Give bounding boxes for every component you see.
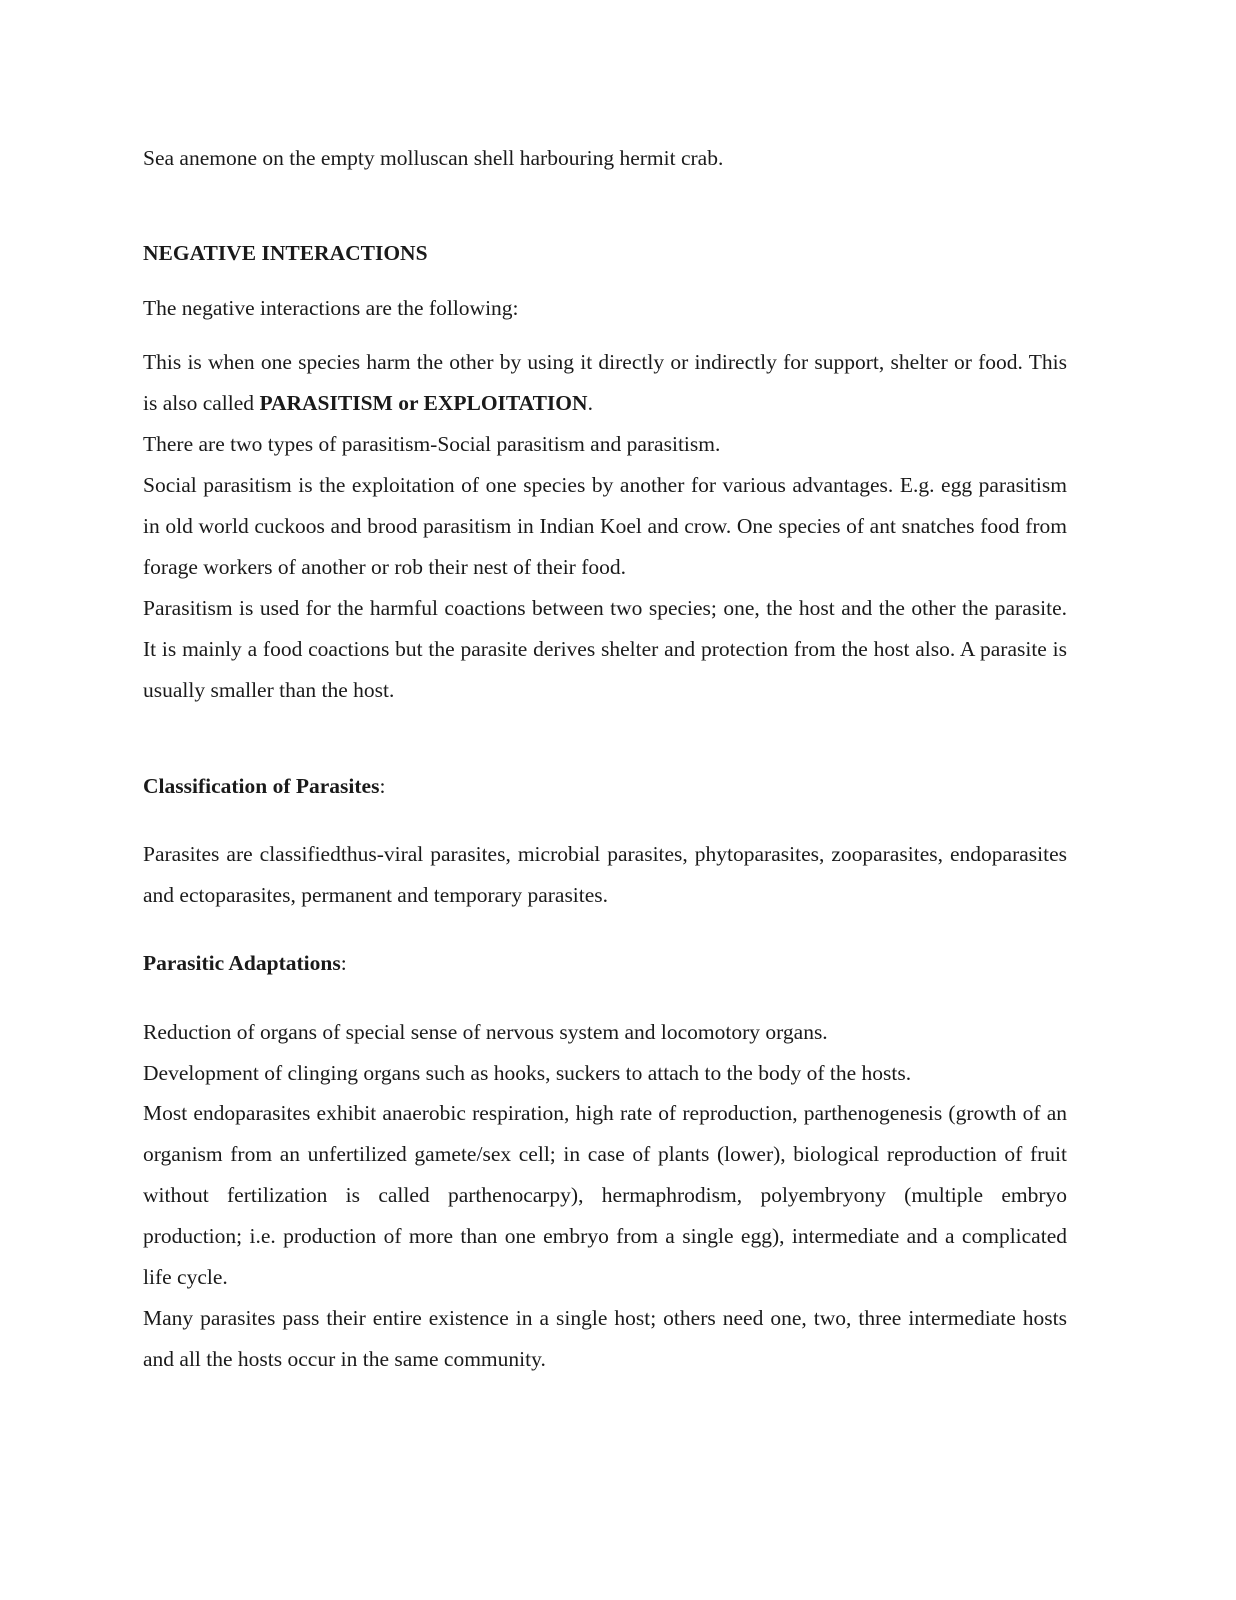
parasitism-definition-paragraph [143,342,1067,424]
classification-heading-line [143,772,385,800]
adaptation-endoparasites-paragraph: Most endoparasites exhibit anaerobic respiration, high rate of reproduction, parthenogenesis (growth of an organism from an unfertilized gamete/sex cell; in case of plants (lower), biological reproduction of fruit without fertilization is called parthenocarpy), hermaphrodism, polyembryony (multiple embryo production; i.e. production of more than one embryo from a single egg), intermediate and a complicated life cycle. [143,1101,1067,1289]
parasitism-types-text: There are two types of parasitism-Social parasitism and parasitism. [143,432,721,456]
sea-anemone-text: Sea anemone on the empty molluscan shell harbouring hermit crab. [143,146,724,170]
classification-paragraph: Parasites are classifiedthus-viral parasites, microbial parasites, phytoparasites, zooparasites, endoparasites and ectoparasites, permanent and temporary parasites. [143,842,1067,907]
adaptation-reduction-text: Reduction of organs of special sense of nervous system and locomotory organs. [143,1020,828,1044]
adaptations-colon: : [340,951,347,975]
parasitism-definition-text: This is when one species harm the other by using it directly or indirectly for support, shelter or food. This is also called [143,350,1067,415]
adaptation-clinging-text: Development of clinging organs such as hooks, suckers to attach to the body of the hosts. [143,1061,912,1085]
parasitism-exploitation-term: PARASITISM or EXPLOITATION [259,391,588,415]
social-parasitism-paragraph: Social parasitism is the exploitation of one species by another for various advantages. E.g. egg parasitism in old world cuckoos and brood parasitism in Indian Koel and crow. One species of ant snatches food from forage workers of another or rob their nest of their food. [143,473,1067,579]
classification-heading: Classification of Parasites [143,774,380,798]
adaptation-hosts-paragraph: Many parasites pass their entire existence in a single host; others need one, two, three intermediate hosts and all the hosts occur in the same community. [143,1306,1067,1371]
adaptations-heading-line [143,949,347,977]
classification-colon: : [379,774,386,798]
adaptations-heading: Parasitic Adaptations [143,951,341,975]
parasitism-paragraph: Parasitism is used for the harmful coactions between two species; one, the host and the other the parasite. It is mainly a food coactions but the parasite derives shelter and protection from the host also. A parasite is usually smaller than the host. [143,596,1067,702]
negative-interactions-heading: NEGATIVE INTERACTIONS [143,241,428,265]
negative-interactions-lead: The negative interactions are the following: [143,296,519,320]
parasitism-definition-end: . [587,391,593,415]
